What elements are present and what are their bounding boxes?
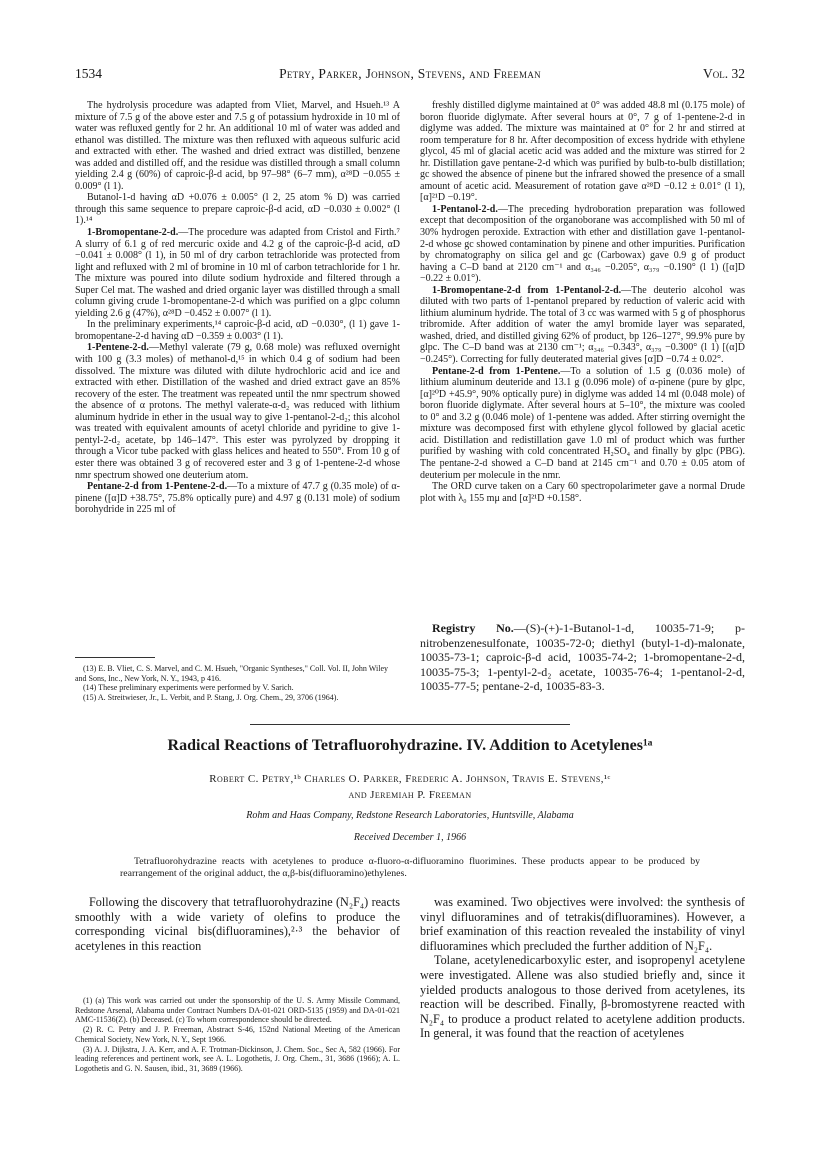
abstract-text: Tetrafluorohydrazine reacts with acetylenes to produce α-fluoro-α-difluoramino fluorimines. These products appear to be produced by rearrangement of the original adduct, the α,β-bis(difluoramino)ethylenes. — [120, 856, 700, 879]
paragraph: Tolane, acetylenedicarboxylic ester, and isopropenyl acetylene were investigated. Allene was also studied briefly and, since it yielded products analogous to those derived from acetylenes, its reaction will be described. Finally, β-bromostyrene reacted with N₂F₄ to produce a product related to acetylene addition products. In general, it was found that the reaction of acetylenes — [420, 953, 745, 1041]
paragraph — [420, 366, 745, 481]
article-divider — [250, 724, 570, 725]
footnotes-top — [75, 657, 400, 702]
paragraph — [75, 481, 400, 516]
footnote: (3) A. J. Dijkstra, J. A. Kerr, and A. F. Trotman-Dickinson, J. Chem. Soc., Sec A, 582 (1966). For leading references and pertinent work, see A. L. Logothetis, J. Org. Chem., 31, 3686 (1966); A. L. Logothetis and G. N. Sausen, ibid., 31, 3689 (1966). — [75, 1044, 400, 1073]
paragraph: freshly distilled diglyme maintained at 0° was added 48.8 ml (0.175 mole) of boron fluoride diglymate. After several hours at 0°, 7 g of 1-pentene-2-d in diglyme was added. The mixture was maintained at 0° for 2 hr and stirred at room temperature for 8 hr. After decomposition of excess hydride with ethylene glycol, 45 ml of glacial acetic acid was added and the mixture was stirred for 2 hr. Distillation gave pentane-2-d which was purified by bulb-to-bulb distillation; gc showed the absence of pinene but the infrared showed the presence of a small amount of acetic acid. Measurement of rotation gave α²⁸D −0.12 ± 0.01° (l 1), [α]²¹D −0.19°. — [420, 100, 745, 204]
left-column-experimental — [75, 100, 400, 516]
right-column-experimental — [420, 100, 745, 504]
authors-line: Robert C. Petry,¹ᵇ Charles O. Parker, Frederic A. Johnson, Travis E. Stevens,¹ᶜ — [209, 773, 611, 785]
paragraph-text: —The preceding hydroboration preparation was followed except that decomposition of the organoborane was accomplished with 50 ml of 30% hydrogen peroxide. Extraction with ether and distillation gave 1-pentanol-2-d whose gc showed contamination by pinene and other impurities. Purification by chromatography on silica gel and gc (Carbowax) gave 0.9 g of product having a C–D band at 2120 cm⁻¹ and α₃₄₆ −0.205°, α₃₇₉ −0.190° (l 1) ([α]D −0.22 ± 0.01°). — [420, 203, 745, 285]
body-left-column — [75, 895, 400, 953]
received-date: Received December 1, 1966 — [353, 832, 467, 843]
paragraph — [75, 227, 400, 319]
section-heading: 1-Bromopentane-2-d. — [87, 227, 179, 239]
affiliation: Rohm and Haas Company, Redstone Research Laboratories, Huntsville, Alabama — [246, 810, 574, 821]
running-header — [75, 66, 745, 84]
paragraph: Butanol-1-d having αD +0.076 ± 0.005° (l 2, 25 atom % D) was carried through this same sequence to prepare caproic-β-d acid, αD −0.030 ± 0.002° (l 1).¹⁴ — [75, 192, 400, 227]
paragraph — [420, 204, 745, 285]
article-title: Radical Reactions of Tetrafluorohydrazine. IV. Addition to Acetylenes¹ᵃ — [167, 737, 653, 754]
footnote-rule — [75, 657, 155, 658]
paragraph: Following the discovery that tetrafluorohydrazine (N₂F₄) reacts smoothly with a wide variety of olefins to produce the corresponding vicinal bis(difluoramines),²·³ the behavior of acetylenes in this reaction — [75, 895, 400, 953]
authors-line: and Jeremiah P. Freeman — [348, 789, 472, 801]
section-heading: Pentane-2-d from 1-Pentene. — [432, 365, 561, 377]
footnote: (14) These preliminary experiments were performed by V. Sarich. — [83, 683, 294, 693]
volume-label: Vol. 32 — [703, 66, 745, 81]
footnote: (1) (a) This work was carried out under the sponsorship of the U. S. Army Missile Command, Redstone Arsenal, Alabama under Contract Numbers DA-01-021 ORD-5135 (1959) and DA-01-021 AMC-11536(Z). (b) Deceased. (c) To whom correspondence should be directed. — [75, 996, 400, 1025]
paragraph-text: —The procedure was adapted from Cristol and Firth.⁷ A slurry of 6.1 g of red mercuric oxide and 4.2 g of the caproic-β-d acid, αD −0.041 ± 0.008° (l 1), in 50 ml of dry carbon tetrachloride was protected from light and refluxed with 2 ml of bromine in 10 ml of carbon tetrachloride for 1 hr. The mixture was poured into dilute sodium hydroxide and filtered through a Super Cel mat. The washed and dried organic layer was distilled through a small column giving crude 1-bromopentane-2-d which was purified on a glpc column yielding 2.6 g (47%), α²⁸D −0.452 ± 0.007° (l 1). — [75, 227, 400, 319]
paragraph: The ORD curve taken on a Cary 60 spectropolarimeter gave a normal Drude plot with λ₀ 155 mμ and [α]²¹D +0.158°. — [420, 481, 745, 504]
paragraph-text: —To a mixture of 47.7 g (0.35 mole) of α-pinene ([α]D +38.75°, 75.8% optically pure) and 4.97 g (0.131 mole) of sodium borohydride in 225 ml of — [75, 481, 400, 516]
footnote: (13) E. B. Vliet, C. S. Marvel, and C. M. Hsueh, "Organic Syntheses," Coll. Vol. II, John Wiley and Sons, Inc., New York, N. Y., 1943, p 416. — [75, 664, 389, 683]
paragraph: The hydrolysis procedure was adapted from Vliet, Marvel, and Hsueh.¹³ A mixture of 7.5 g of the above ester and 7.5 g of potassium hydroxide in 10 ml of water was refluxed gently for 2 hr. An additional 10 ml of water was added and ethanol was distilled. The mixture was then refluxed with aqueous sulfuric acid and extracted with ether. The washed and dried extract was distilled, benzene was added and distilled off, and the residue was distilled through a small column yielding 2.4 g (60%) of caproic-β-d acid, bp 97–98° (6–7 mm), α²⁸D −0.055 ± 0.009° (l 1). — [75, 100, 400, 192]
paragraph-text: —The deuterio alcohol was diluted with two parts of 1-pentanol prepared by reduction of valeric acid with lithium aluminum hydride. The total of 3 cc was warmed with 5 g of phosphorus tribromide. After addition of water the amyl bromide layer was separated, washed, dried, and distilled giving 62% of product, bp 126–127°, 99.9% pure by glpc. The C–D band was at 2130 cm⁻¹; α₃₄₆ −0.343°, α₃₇₉ −0.300° (l 1) [(α]D −0.245°). Correcting for fully deuterated material gives [α]D −0.74 ± 0.02°. — [420, 284, 746, 366]
section-heading: 1-Pentene-2-d. — [87, 342, 149, 354]
registry-numbers — [420, 621, 745, 694]
paragraph: In the preliminary experiments,¹⁴ caproic-β-d acid, αD −0.030°, (l 1) gave 1-bromopentane-2-d having αD −0.359 ± 0.003° (l 1). — [75, 319, 400, 342]
section-heading: 1-Bromopentane-2-d from 1-Pentanol-2-d. — [432, 284, 622, 296]
section-heading: 1-Pentanol-2-d. — [432, 203, 498, 215]
abstract — [120, 856, 700, 880]
paragraph-text: —To a solution of 1.5 g (0.036 mole) of lithium aluminum deuteride and 13.1 g (0.096 mole) of α-pinene (pure by glpc, [α]²⁰D +45.9°, 90% optically pure) in diglyme was added 14 ml (0.048 mole) of boron fluoride diglymate. After several hours at 5–10°, the mixture was cooled to 0° and 3.2 g (0.046 mole) of 1-pentene was added. After stirring overnight the mixture was decomposed first with ethylene glycol followed by glacial acetic acid. Distillation and redistillation gave 1.0 ml of product which was further purified by washing with cold concentrated H₂SO₄ and finally by glpc (PBG). The pentane-2-d showed a C–D band at 2145 cm⁻¹ and 0.70 ± 0.05 atom of deuterium per molecule in the nmr. — [420, 365, 745, 481]
paragraph — [420, 285, 745, 366]
running-title: Petry, Parker, Johnson, Stevens, and Freeman — [279, 66, 541, 81]
paragraph-text: —Methyl valerate (79 g, 0.68 mole) was refluxed overnight with 100 g (3.3 moles) of methanol-d,¹⁵ in which 0.4 g of sodium had been dissolved. The mixture was diluted with dilute hydrochloric acid and ice and extracted with ether. Distillation of the washed and dried extract gave an 85% recovery of the ester. The treatment was repeated until the nmr spectrum showed the absence of α protons. The methyl valerate-α-d₂ was reduced with lithium aluminum hydride in ether in the usual way to give 1-pentanol-2-d₂; this alcohol was treated with equivalent amounts of acetyl chloride and pyridine to give 1-pentyl-2-d₂ acetate, bp 146–147°. This ester was pyrolyzed by dropping it through a Vicor tube packed with glass helices and heated to 550°. From 10 g of ester there was obtained 3 g of recovered ester and 3 g of 1-pentene-2-d whose nmr spectrum showed one deuterium atom. — [75, 342, 400, 481]
body-right-column — [420, 895, 745, 1041]
registry-text: —(S)-(+)-1-Butanol-1-d, 10035-71-9; p-nitrobenzenesulfonate, 10035-72-0; diethyl (butyl-1-d)-malonate, 10035-73-1; caproic-β-d acid, 10035-74-2; 1-bromopentane-2-d, 10035-75-3; 1-pentyl-2-d₂ acetate, 10035-76-4; 1-pentanol-2-d, 10035-77-5; pentane-2-d, 10035-83-3. — [420, 621, 745, 694]
paragraph: was examined. Two objectives were involved: the synthesis of vinyl difluoramines and of tetrakis(difluoramines). However, a brief examination of this reaction revealed the instability of vinyl difluoramines which precluded the further addition of N₂F₄. — [420, 895, 745, 953]
footnotes-bottom — [75, 996, 400, 1074]
footnote: (2) R. C. Petry and J. P. Freeman, Abstract S-46, 152nd National Meeting of the American Chemical Society, New York, N. Y., Sept 1966. — [75, 1025, 400, 1044]
section-heading: Pentane-2-d from 1-Pentene-2-d. — [87, 481, 228, 493]
author-list — [75, 771, 745, 803]
paragraph — [75, 342, 400, 481]
footnote: (15) A. Streitwieser, Jr., L. Verbit, and P. Stang, J. Org. Chem., 29, 3706 (1964). — [83, 692, 339, 702]
registry-heading: Registry No. — [432, 621, 514, 635]
page-number: 1534 — [75, 66, 102, 81]
